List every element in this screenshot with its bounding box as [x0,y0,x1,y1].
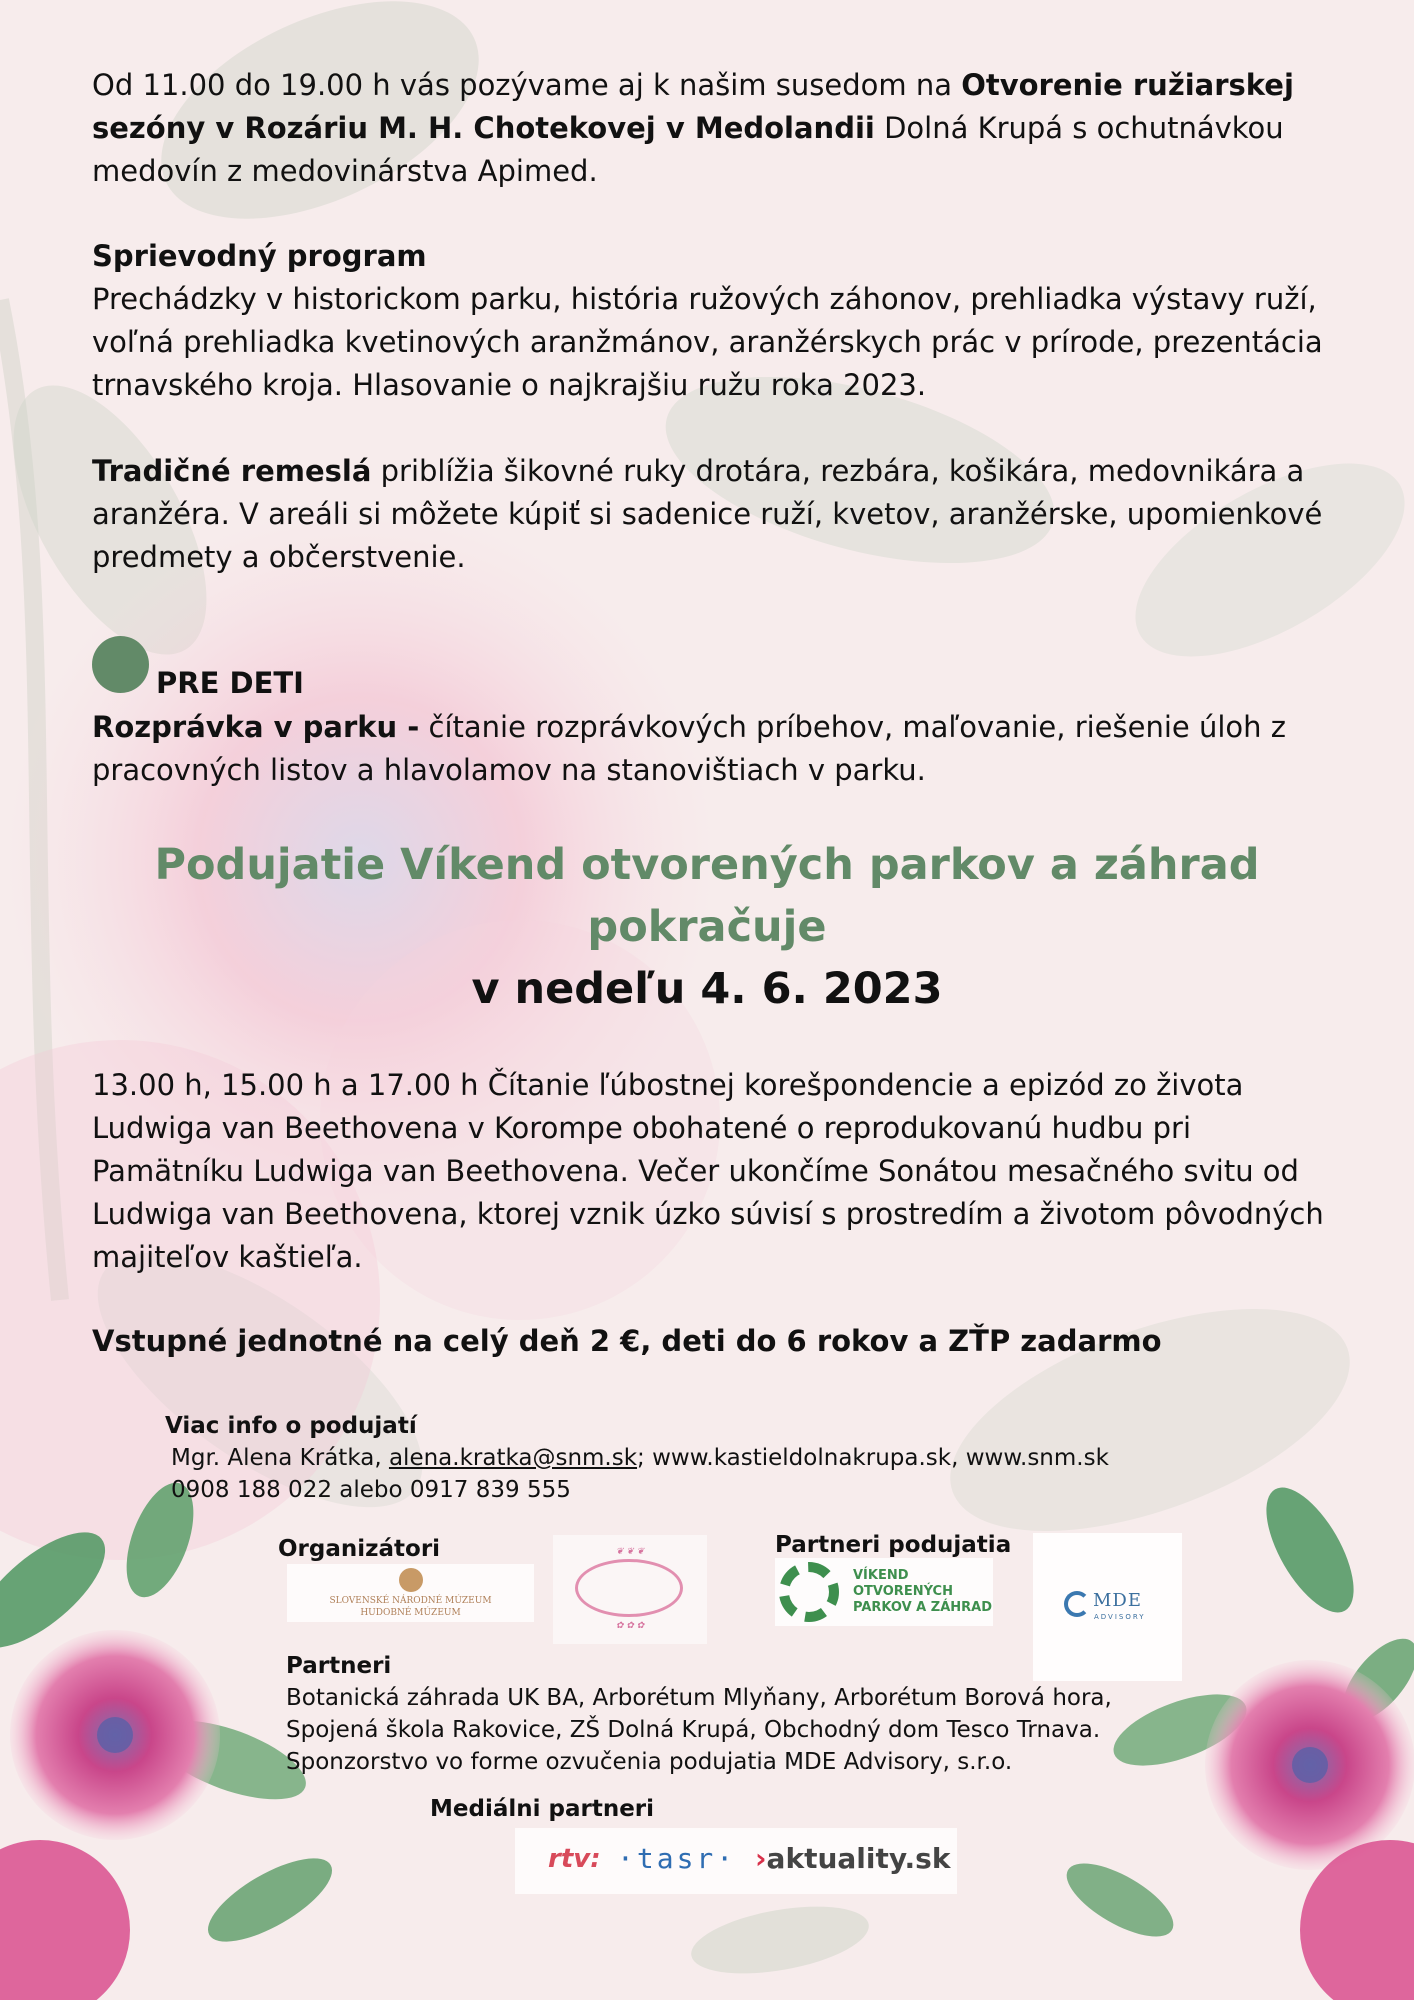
kids-bold: Rozprávka v parku - [92,710,420,744]
program-title: Sprievodný program [92,239,427,273]
tasr-logo: ·tasr· [617,1842,737,1875]
intro-text-end: Dolná Krupá s ochutnávkou medovín z medovinárstva Apimed. [92,111,1284,188]
media-title: Mediálni partneri [430,1796,655,1822]
rtv-logo: rtv: [548,1844,601,1874]
intro-paragraph [92,64,1342,193]
partners-line2: Spojená škola Rakovice, ZŠ Dolná Krupá, Obchodný dom Tesco Trnava. [286,1717,1101,1743]
contact-name: Mgr. Alena Krátka, [171,1445,389,1471]
aktuality-text: aktuality.sk [766,1842,951,1875]
mde-wordmark: MDE [1093,1590,1143,1611]
intro-text: Od 11.00 do 19.00 h vás pozývame aj k našim susedom na [92,68,962,102]
bullet-dot-icon [92,636,149,693]
kids-heading-label: PRE DETI [156,666,304,700]
snm-logo-line1: SLOVENSKÉ NÁRODNÉ MÚZEUM [329,1596,492,1606]
crafts-title: Tradičné remeslá [92,454,372,488]
mde-symbol-icon [1064,1591,1090,1617]
kids-text: čítanie rozprávkových príbehov, maľovanie, riešenie úloh z pracovných listov a hlavolamov na stanovištiach v parku. [92,710,1286,787]
snm-emblem-icon [399,1568,423,1592]
rozarium-logo [553,1535,707,1644]
rozarium-logo-ornament-bottom: ✿ ✿ ✿ [615,1621,645,1631]
headline-line2: pokračuje [587,902,827,952]
info-title: Viac info o podujatí [165,1413,417,1439]
info-phones: 0908 188 022 alebo 0917 839 555 [171,1477,571,1503]
event-partners-title: Partneri podujatia [775,1532,1012,1558]
intro-bold: Otvorenie ružiarskej sezóny v Rozáriu M. H. Chotekovej v Medolandii [92,68,1294,145]
info-contact [171,1442,1109,1474]
headline-line1: Podujatie Víkend otvorených parkov a záhrad [154,840,1260,890]
websites: ; www.kastieldolnakrupa.sk, www.snm.sk [637,1445,1109,1471]
snm-logo [287,1564,534,1622]
email-link[interactable]: alena.kratka@snm.sk [388,1445,638,1471]
vop-line3: PARKOV A ZÁHRAD [853,1600,993,1615]
snm-logo-line2: HUDOBNÉ MÚZEUM [360,1608,461,1618]
vop-ring-icon [779,1562,839,1622]
aktuality-chevron-icon: › [755,1842,767,1875]
crafts-text: priblížia šikovné ruky drotára, rezbára, košikára, medovnikára a aranžéra. V areáli si môžete kúpiť si sadenice ruží, kvetov, aranžérske, upomienkové predmety a občerstvenie. [92,454,1323,574]
rozarium-logo-ornament: ❦ ❦ ❦ [615,1547,645,1557]
vop-line2: OTVORENÝCH [853,1584,953,1599]
partners-title: Partneri [286,1653,392,1679]
media-partners-logos [515,1828,957,1894]
program-text: Prechádzky v historickom parku, história ružových záhonov, prehliadka výstavy ruží, voľná prehliadka kvetinových aranžmánov, aranžérskych prác v prírode, prezentácia trnavského kroja. Hlasovanie o najkrajšiu ružu roka 2023. [92,282,1323,402]
mde-subtitle: ADVISORY [1094,1613,1146,1621]
kids-paragraph [92,706,1342,792]
organizers-title: Organizátori [278,1536,441,1562]
entry-fee: Vstupné jednotné na celý deň 2 €, deti do 6 rokov a ZŤP zadarmo [92,1324,1162,1358]
crafts-paragraph [92,450,1342,579]
program-section [92,235,1342,407]
headline-date: v nedeľu 4. 6. 2023 [471,964,943,1014]
rozarium-oval-icon [575,1559,683,1617]
aktuality-logo [755,1842,950,1875]
partners-line1: Botanická záhrada UK BA, Arborétum Mlyňany, Arborétum Borová hora, [286,1685,1112,1711]
mde-advisory-logo [1033,1533,1182,1681]
vop-line1: VÍKEND [853,1568,909,1583]
vikend-parkov-logo [775,1558,993,1626]
beethoven-paragraph: 13.00 h, 15.00 h a 17.00 h Čítanie ľúbostnej korešpondencie a epizód zo života Ludwiga van Beethovena v Korompe obohatené o reprodukovanú hudbu pri Pamätníku Ludwiga van Beethovena. Večer ukončíme Sonátou mesačného svitu od Ludwiga van Beethovena, ktorej vznik úzko súvisí s prostredím a životom pôvodných majiteľov kaštieľa. [92,1068,1324,1274]
partners-line3: Sponzorstvo vo forme ozvučenia podujatia MDE Advisory, s.r.o. [286,1749,1013,1775]
